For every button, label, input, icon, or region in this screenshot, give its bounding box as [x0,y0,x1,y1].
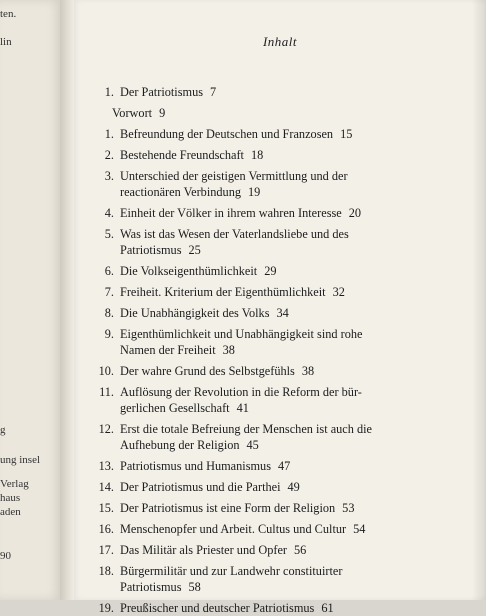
toc-line [112,105,165,121]
toc-page-number: 53 [342,501,355,515]
toc-page-number: 15 [340,127,353,141]
toc-line [120,600,334,616]
toc-title: Die Unabhängigkeit des Volks [120,306,270,320]
toc-entry [74,542,486,558]
toc-number: 1. [104,85,114,99]
toc-number: 2. [104,148,114,162]
toc-page-number: 34 [276,306,289,320]
toc-page-number: 45 [246,438,259,452]
left-fragment: haus [0,492,21,504]
toc-entry [74,126,486,142]
toc-number: 6. [104,264,114,278]
toc-number: 17. [98,543,114,557]
toc-entry [74,105,486,121]
toc-title: Freiheit. Kriterium der Eigenthümlichkeit [120,285,326,299]
toc-number: 8. [104,306,114,320]
toc-entry [74,458,486,474]
right-page [74,0,486,615]
toc-page-number: 9 [159,106,166,120]
toc-line [120,205,361,221]
toc-page-number: 49 [287,480,300,494]
toc-page-number: 32 [332,285,345,299]
left-fragment: aden [0,506,21,518]
toc-entry [74,205,486,221]
toc-title: Preußischer und deutscher Patriotismus [120,601,315,615]
toc-entry [74,326,486,358]
toc-number: 13. [98,459,114,473]
toc-page-number: 25 [188,243,201,257]
left-fragment: Verlag [0,478,29,490]
toc-line [120,479,300,495]
toc-line [120,579,201,595]
toc-title: Der Patriotismus ist eine Form der Religion [120,501,336,515]
toc-title: Der wahre Grund des Selbstgefühls [120,364,295,378]
toc-entry [74,479,486,495]
left-fragment: ung insel [0,454,41,466]
toc-entry [74,168,486,200]
toc-page-number: 58 [188,580,201,594]
toc-line [120,542,306,558]
toc-line [120,437,259,453]
toc-page-number: 56 [294,543,307,557]
toc-entry [74,563,486,595]
toc-page-number: 20 [348,206,362,220]
toc-entry [74,363,486,379]
toc-line [120,126,352,142]
toc-page-number: 41 [236,401,249,415]
toc-title: Unterschied der geistigen Vermittlung und der [120,169,348,183]
toc-number: 15. [98,501,114,515]
left-fragment: g [0,424,6,436]
toc-number: 7. [104,285,114,299]
toc-line [120,521,365,537]
toc-title: Einheit der Völker in ihrem wahren Interesse [120,206,342,220]
toc-line [120,184,260,200]
toc-title: Patriotismus [120,243,182,257]
page-title: Inhalt [262,34,298,49]
toc-entry [74,521,486,537]
toc-line [120,84,216,100]
toc-title: Bürgermilitär und zur Landwehr constituirter [120,564,343,578]
toc-title: Was ist das Wesen der Vaterlandsliebe und des [120,227,349,241]
toc-entry [74,284,486,300]
toc-title: Befreundung der Deutschen und Franzosen [120,127,334,141]
toc-title: Bestehende Freundschaft [120,148,244,162]
toc-title: Der Patriotismus [120,85,203,99]
toc-number: 12. [98,422,114,436]
toc-line [120,263,276,279]
toc-page-number: 29 [264,264,277,278]
toc-entry [74,84,486,100]
toc-entry [74,305,486,321]
toc-page-number: 18 [250,148,264,162]
toc-page-number: 47 [278,459,291,473]
toc-title: gerlichen Gesellschaft [120,401,230,415]
toc-line [120,305,289,321]
toc-number: 5. [104,227,114,241]
toc-entry [74,421,486,453]
toc-title: Erst die totale Befreiung der Menschen ist auch die [120,422,373,436]
toc-title: Patriotismus [120,580,182,594]
toc-entry [74,384,486,416]
toc-number: 18. [98,564,114,578]
toc-title: reactionären Verbindung [120,185,241,199]
toc-number: 16. [98,522,114,536]
toc-entry [74,263,486,279]
page-edge-shadow [472,0,486,600]
toc-number: 10. [98,364,114,378]
toc-line [120,363,314,379]
toc-title: Der Patriotismus und die Parthei [120,480,281,494]
left-page [0,0,62,600]
toc-number: 1. [104,127,114,141]
left-fragment: ten. [0,8,17,20]
toc-line [120,147,263,163]
toc-number: 4. [104,206,114,220]
toc-title: Die Volkseigenthümlichkeit [120,264,258,278]
toc-page-number: 61 [321,601,334,615]
toc-number: 3. [104,169,114,183]
toc-line [120,284,345,300]
left-fragment: lin [0,36,12,48]
toc-title: Aufhebung der Religion [120,438,240,452]
toc-title: Das Militär als Priester und Opfer [120,543,287,557]
toc-title: Menschenopfer und Arbeit. Cultus und Cultur [120,522,347,536]
toc-number: 19. [98,601,114,615]
toc-number: 14. [98,480,114,494]
toc-line [120,500,354,516]
toc-page-number: 7 [210,85,217,99]
toc-page-number: 38 [222,343,235,357]
toc-entry [74,226,486,258]
toc-page-number: 19 [248,185,261,199]
toc-title: Auflösung der Revolution in die Reform der bür- [120,385,362,399]
toc-title: Namen der Freiheit [120,343,216,357]
toc-page-number: 38 [301,364,315,378]
toc-number: 9. [104,327,114,341]
toc-entry [74,147,486,163]
toc-entry [74,500,486,516]
toc-page-number: 54 [353,522,366,536]
toc-number: 11. [99,385,114,399]
left-fragment: 90 [0,550,11,562]
toc-line [120,400,249,416]
toc-line [120,458,290,474]
toc-line [120,242,201,258]
toc-entry [74,600,486,616]
toc-line [120,342,235,358]
toc-title: Vorwort [112,106,153,120]
toc-title: Eigenthümlichkeit und Unabhängigkeit sind rohe [120,327,363,341]
toc-title: Patriotismus und Humanismus [120,459,271,473]
